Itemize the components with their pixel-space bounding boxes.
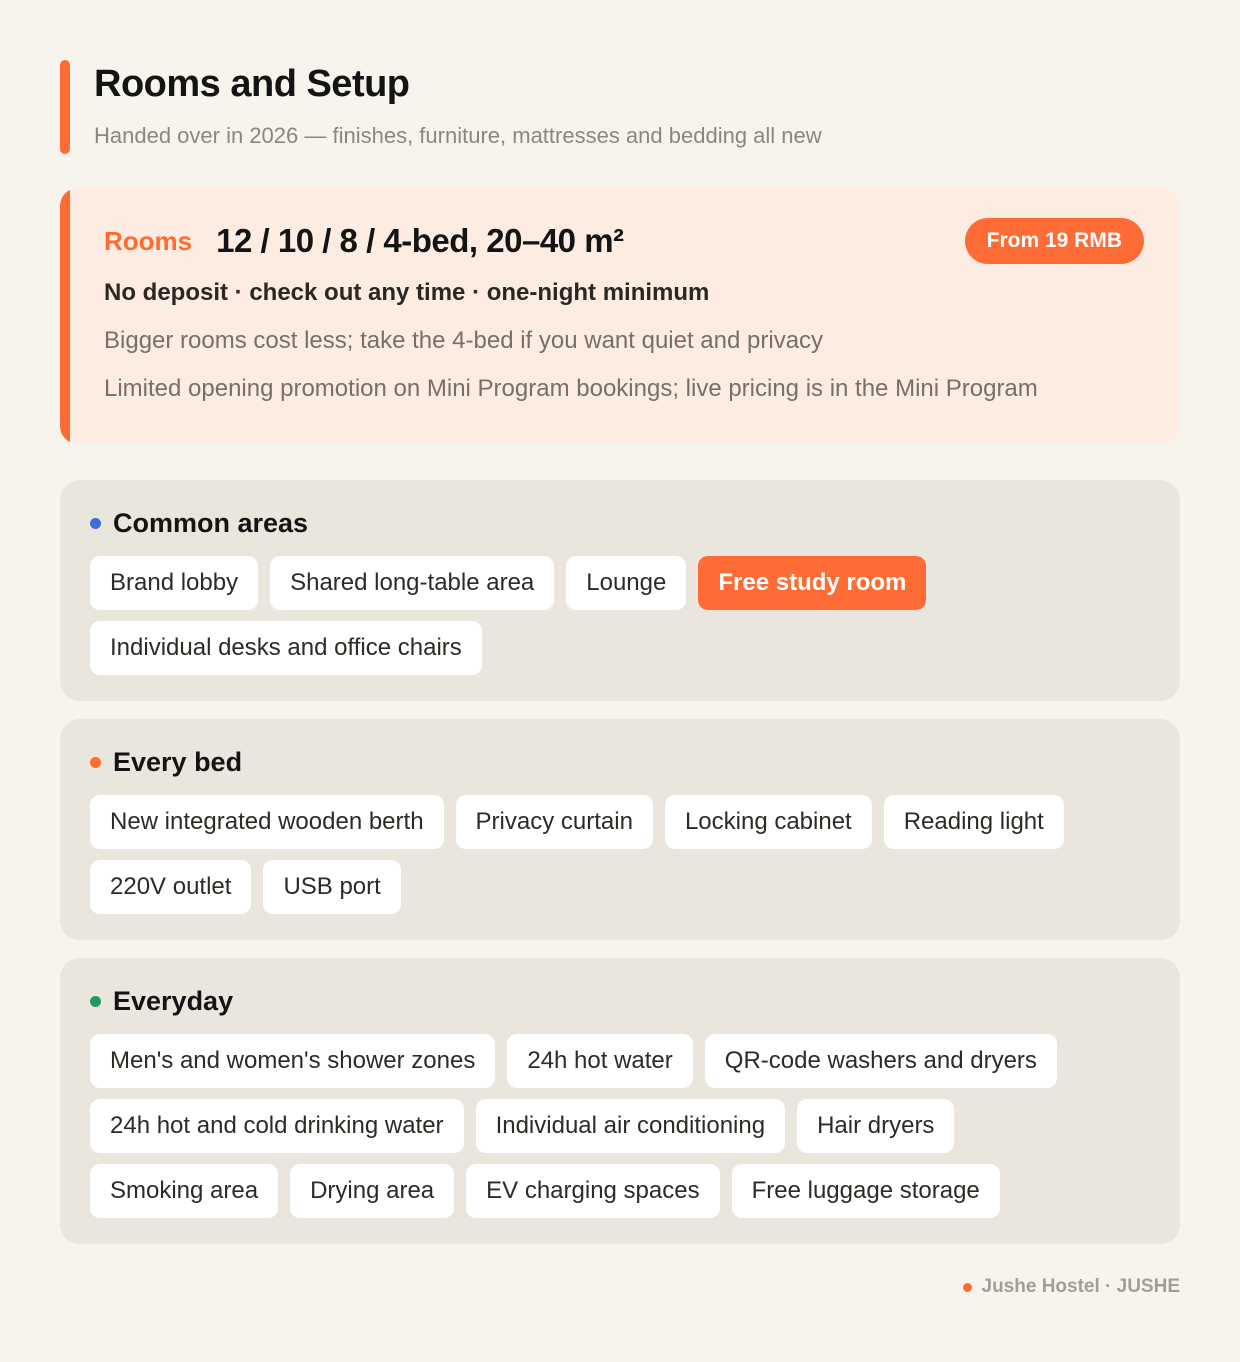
price-badge: From 19 RMB xyxy=(965,218,1144,264)
feature-chip: Reading light xyxy=(884,795,1064,849)
feature-chip-list xyxy=(90,1034,1150,1218)
feature-chip: Locking cabinet xyxy=(665,795,872,849)
feature-chip: Hair dryers xyxy=(797,1099,954,1153)
feature-chip: New integrated wooden berth xyxy=(90,795,444,849)
footer-brand xyxy=(963,1276,1181,1298)
page-subtitle: Handed over in 2026 — finishes, furniture, mattresses and bedding all new xyxy=(94,123,822,148)
section-heading xyxy=(90,984,1150,1018)
header-accent-bar xyxy=(60,60,70,154)
section-heading xyxy=(90,745,1150,779)
feature-chip: USB port xyxy=(263,860,400,914)
bullet-dot-icon xyxy=(90,518,101,529)
feature-chip: Free luggage storage xyxy=(732,1164,1000,1218)
feature-chip: Drying area xyxy=(290,1164,454,1218)
feature-chip: Individual desks and office chairs xyxy=(90,621,482,675)
feature-chip-list xyxy=(90,795,1150,914)
feature-chip: Brand lobby xyxy=(90,556,258,610)
feature-sections xyxy=(60,480,1180,1244)
rooms-label: Rooms xyxy=(104,225,193,256)
rooms-title: 12 / 10 / 8 / 4-bed, 20–40 m² xyxy=(216,222,624,259)
section-title: Common areas xyxy=(113,507,309,538)
feature-chip: Smoking area xyxy=(90,1164,278,1218)
feature-chip: Privacy curtain xyxy=(456,795,653,849)
feature-chip: Men's and women's shower zones xyxy=(90,1034,495,1088)
feature-chip: 24h hot and cold drinking water xyxy=(90,1099,464,1153)
feature-chip: Individual air conditioning xyxy=(476,1099,786,1153)
feature-chip: EV charging spaces xyxy=(466,1164,719,1218)
section-title: Every bed xyxy=(113,746,243,777)
feature-chip: Free study room xyxy=(698,556,926,610)
rooms-accent-bar xyxy=(60,188,70,444)
section-every-bed xyxy=(60,719,1180,940)
page-header xyxy=(60,60,1180,154)
rooms-card xyxy=(60,188,1180,444)
feature-chip: 24h hot water xyxy=(507,1034,692,1088)
footer-dot-icon xyxy=(963,1283,972,1292)
feature-chip: QR-code washers and dryers xyxy=(705,1034,1057,1088)
page xyxy=(60,58,1180,1244)
feature-chip: Shared long-table area xyxy=(270,556,554,610)
rooms-note: Limited opening promotion on Mini Program bookings; live pricing is in the Mini Program xyxy=(104,375,1038,402)
bullet-dot-icon xyxy=(90,996,101,1007)
rooms-note: Bigger rooms cost less; take the 4-bed if you want quiet and privacy xyxy=(104,327,824,354)
feature-chip: Lounge xyxy=(566,556,686,610)
page-title: Rooms and Setup xyxy=(94,63,410,105)
section-common-areas xyxy=(60,480,1180,701)
section-title: Everyday xyxy=(113,985,234,1016)
feature-chip: 220V outlet xyxy=(90,860,251,914)
feature-chip-list xyxy=(90,556,1150,675)
section-everyday xyxy=(60,958,1180,1244)
rooms-heading xyxy=(104,218,1144,264)
bullet-dot-icon xyxy=(90,757,101,768)
section-heading xyxy=(90,506,1150,540)
rooms-terms: No deposit · check out any time · one-night minimum xyxy=(104,279,710,306)
footer-brand-text: Jushe Hostel · JUSHE xyxy=(981,1276,1180,1297)
